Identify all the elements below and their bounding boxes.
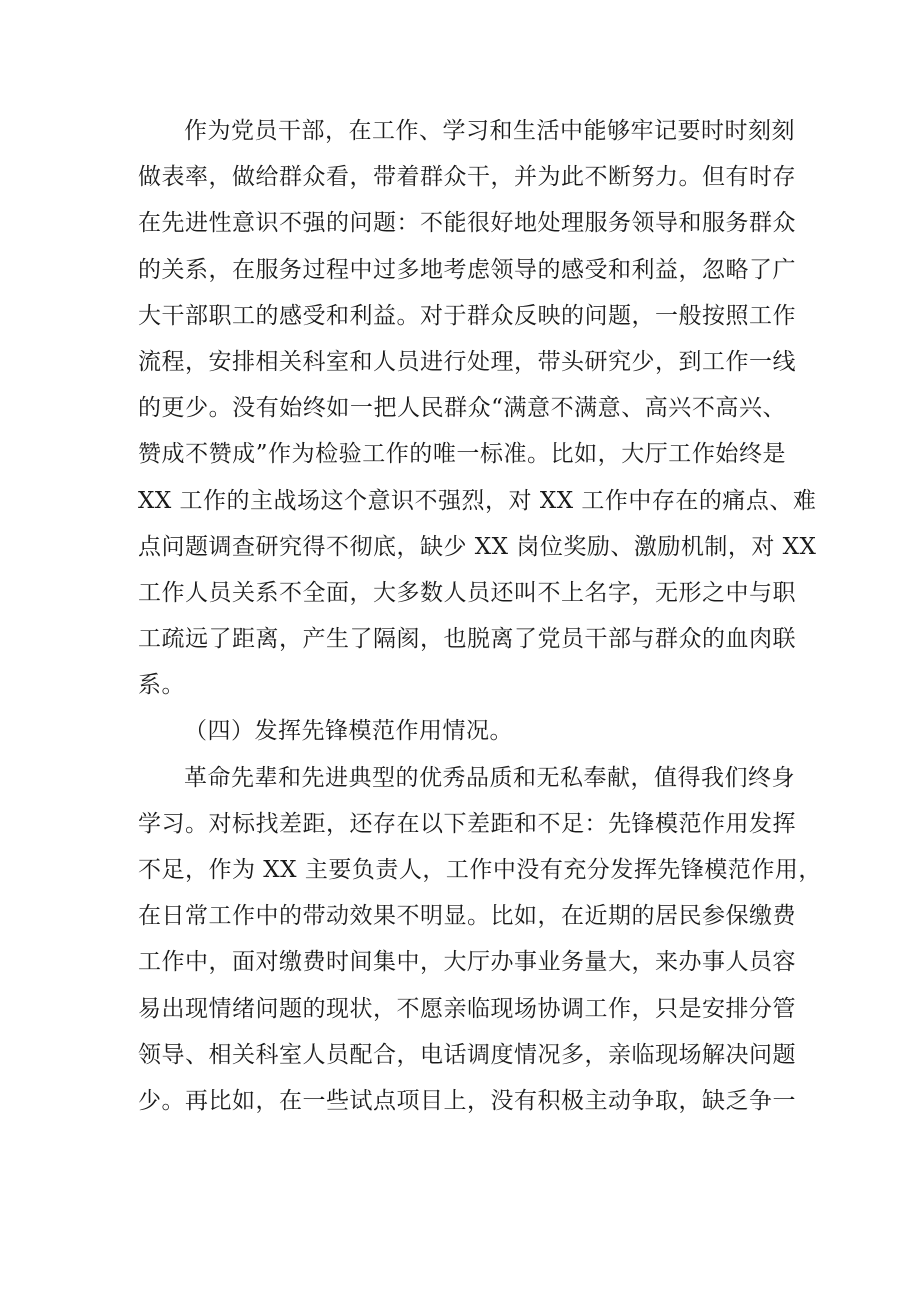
paragraph-line: 革命先辈和先进典型的优秀品质和无私奉献，值得我们终身 [184, 764, 795, 791]
paragraph-line: 的关系，在服务过程中过多地考虑领导的感受和利益，忽略了广 [138, 256, 796, 283]
paragraph-line: 不足，作为 XX 主要负责人，工作中没有充分发挥先锋模范作用， [138, 857, 822, 883]
paragraph-line: 流程，安排相关科室和人员进行处理，带头研究少，到工作一线 [138, 348, 796, 375]
paragraph-line: 的更少。没有始终如一把人民群众“满意不满意、高兴不高兴、 [138, 395, 786, 422]
paragraph-line: 少。再比如，在一些试点项目上，没有积极主动争取，缺乏争一 [138, 1087, 796, 1114]
paragraph-party-member-example [138, 108, 817, 708]
paragraph-line: 做表率，做给群众看，带着群众干，并为此不断努力。但有时存 [138, 164, 796, 191]
paragraph-line: 易出现情绪问题的现状，不愿亲临现场协调工作，只是安排分管 [138, 995, 796, 1022]
paragraph-line: 点问题调查研究得不彻底，缺少 XX 岗位奖励、激励机制，对 XX [138, 533, 817, 560]
paragraph-line: 在先进性意识不强的问题：不能很好地处理服务领导和服务群众 [138, 210, 796, 237]
paragraph-line: 学习。对标找差距，还存在以下差距和不足：先锋模范作用发挥 [138, 810, 796, 837]
paragraph-line: 赞成不赞成”作为检验工作的唯一标准。比如，大厅工作始终是 [138, 441, 786, 468]
paragraph-line: 领导、相关科室人员配合，电话调度情况多，亲临现场解决问题 [138, 1041, 796, 1068]
paragraph-vanguard-role [138, 755, 822, 1125]
paragraph-line: 工疏远了距离，产生了隔阂，也脱离了党员干部与群众的血肉联 [138, 626, 796, 653]
paragraph-line: 在日常工作中的带动效果不明显。比如，在近期的居民参保缴费 [138, 903, 796, 930]
paragraph-line: 作为党员干部，在工作、学习和生活中能够牢记要时时刻刻 [184, 118, 795, 144]
document-body [138, 108, 822, 1124]
paragraph-line: XX 工作的主战场这个意识不强烈，对 XX 工作中存在的痛点、难 [138, 487, 817, 514]
paragraph-line: 工作人员关系不全面，大多数人员还叫不上名字，无形之中与职 [138, 579, 796, 606]
paragraph-line: 系。 [138, 672, 185, 699]
section-heading: （四）发挥先锋模范作用情况。 [184, 718, 513, 745]
paragraph-line: 大干部职工的感受和利益。对于群众反映的问题，一般按照工作 [138, 302, 796, 329]
paragraph-line: 工作中，面对缴费时间集中，大厅办事业务量大，来办事人员容 [138, 949, 796, 976]
